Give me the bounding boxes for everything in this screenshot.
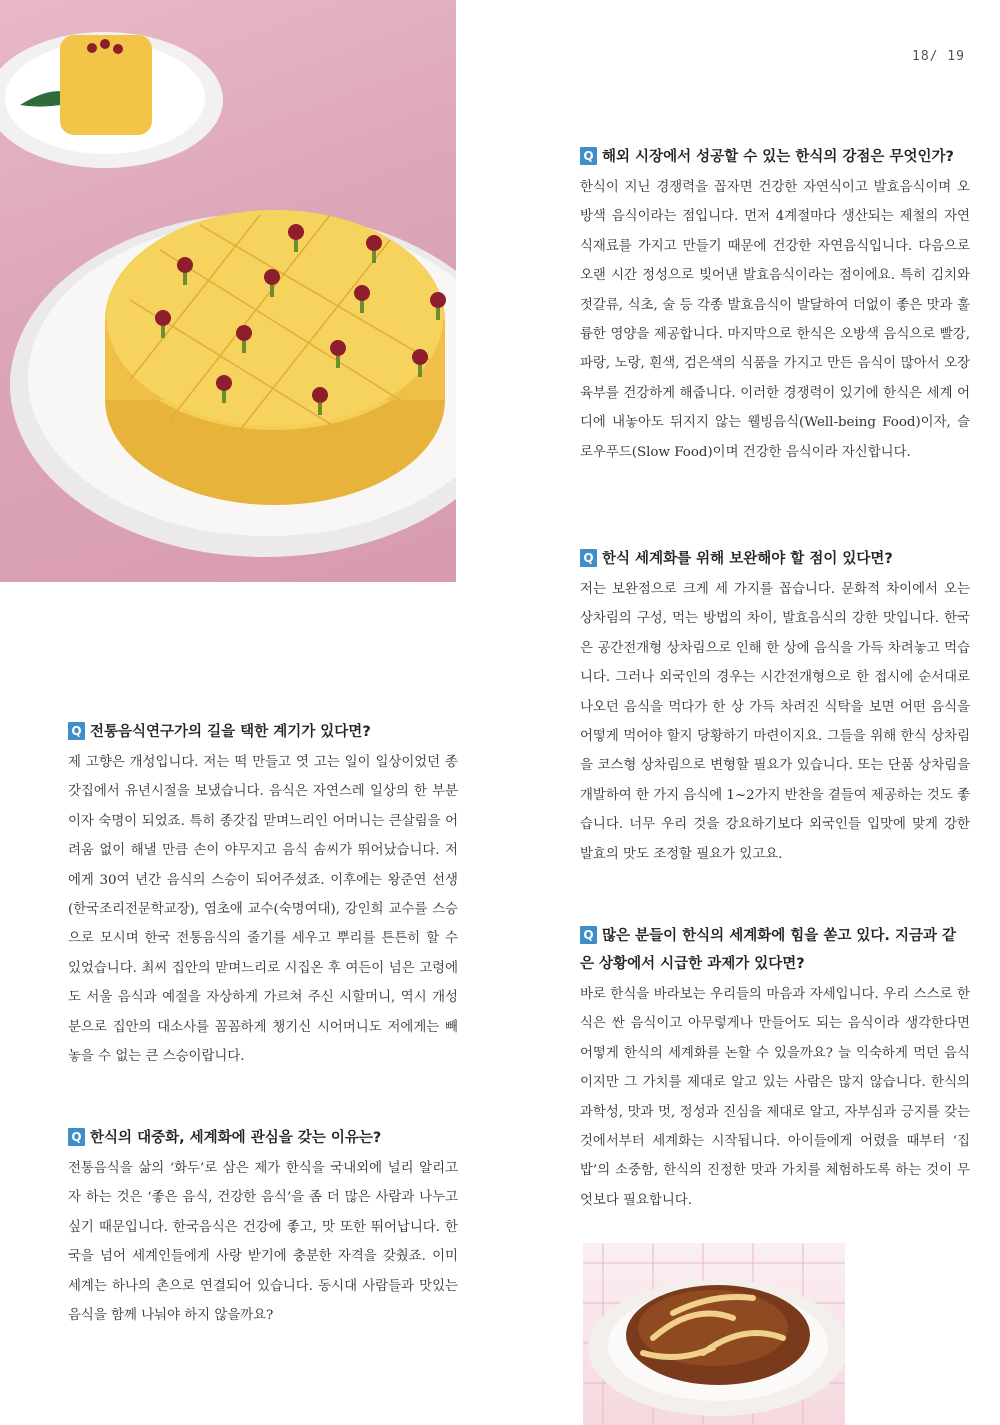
- qa-block-globalization-reason: [68, 1124, 458, 1330]
- question-text: 한식 세계화를 위해 보완해야 할 점이 있다면?: [602, 551, 893, 567]
- answer-text: 저는 보완점으로 크게 세 가지를 꼽습니다. 문화적 차이에서 오는 상차림의 구성, 먹는 방법의 차이, 발효음식의 강한 맛입니다. 한국은 공간전개형 상차림으로 인해 한 상에 음식을 가득 차려놓고 먹습니다. 그러나 외국인의 경우는 시간전개형으로 한 접시에 순서대로 나오던 음식을 먹다가 한 상 가득 차려진 식탁을 보면 어떤 음식을 어떻게 먹어야 할지 당황하기 마련이지요. 그들을 위해 한식 상차림을 코스형 상차림으로 변형할 필요가 있습니다. 또는 단품 상차림을 개발하여 한 가지 음식에 1~2가지 반찬을 곁들여 제공하는 것도 좋습니다. 너무 우리 것을 강요하기보다 외국인들 입맛에 맞게 강한 발효의 맛도 조정할 필요가 있고요.: [580, 582, 970, 862]
- page-number: 18/ 19: [912, 49, 965, 64]
- question-heading: [580, 922, 970, 978]
- answer-text: 제 고향은 개성입니다. 저는 떡 만들고 엿 고는 일이 일상이었던 종갓집에서 유년시절을 보냈습니다. 음식은 자연스레 일상의 한 부분이자 숙명이 되었죠. 특히 종갓집 맏며느리인 어머니는 큰살림을 어려움 없이 해낼 만큼 손이 야무지고 음식 솜씨가 뛰어났습니다. 저에게 30여 년간 음식의 스승이 되어주셨죠. 이후에는 왕준연 선생(한국조리전문학교장), 염초애 교수(숙명여대), 강인희 교수를 스승으로 모시며 한국 전통음식의 줄기를 세우고 뿌리를 튼튼히 할 수 있었습니다. 최씨 집안의 맏며느리로 시집온 후 여든이 넘은 고령에도 서울 음식과 예절을 자상하게 가르쳐 주신 시할머니, 역시 개성 분으로 집안의 대소사를 꼼꼼하게 챙기신 시어머니도 저에게는 빼놓을 수 없는 큰 스승이랍니다.: [68, 755, 458, 1065]
- qa-block-urgent-task: [580, 922, 970, 1215]
- q-badge-icon: Q: [580, 147, 597, 165]
- q-badge-icon: Q: [580, 926, 597, 944]
- question-heading: [68, 1124, 458, 1152]
- question-heading: [580, 143, 970, 171]
- qa-block-strengths: [580, 143, 970, 467]
- question-text: 전통음식연구가의 길을 택한 계기가 있다면?: [90, 724, 371, 740]
- qa-block-motivation: [68, 718, 458, 1071]
- qa-block-improvements: [580, 545, 970, 869]
- question-text: 해외 시장에서 성공할 수 있는 한식의 강점은 무엇인가?: [602, 149, 954, 165]
- q-badge-icon: Q: [580, 549, 597, 567]
- answer-text: 한식이 지닌 경쟁력을 꼽자면 건강한 자연식이고 발효음식이며 오방색 음식이라는 점입니다. 먼저 4계절마다 생산되는 제철의 자연 식재료를 가지고 만들기 때문에 건강한 자연음식입니다. 다음으로 오랜 시간 정성으로 빚어낸 발효음식이라는 점이에요. 특히 김치와 젓갈류, 식초, 술 등 각종 발효음식이 발달하여 더없이 좋은 맛과 훌륭한 영양을 제공합니다. 마지막으로 한식은 오방색 음식으로 빨강, 파랑, 노랑, 흰색, 검은색의 식품을 가지고 만든 음식이 많아서 오장육부를 건강하게 해줍니다. 이러한 경쟁력이 있기에 한식은 세계 어디에 내놓아도 뒤지지 않는 웰빙음식(Well-being Food)이자, 슬로우푸드(Slow Food)이며 건강한 음식이라 자신합니다.: [580, 180, 970, 460]
- q-badge-icon: Q: [68, 722, 85, 740]
- q-badge-icon: Q: [68, 1128, 85, 1146]
- question-heading: [68, 718, 458, 746]
- answer-text: 바로 한식을 바라보는 우리들의 마음과 자세입니다. 우리 스스로 한식은 싼 음식이고 아무렇게나 만들어도 되는 음식이라 생각한다면 어떻게 한식의 세계화를 논할 수 있을까요? 늘 익숙하게 먹던 음식이지만 그 가치를 제대로 알고 있는 사람은 많지 않습니다. 한식의 과학성, 맛과 멋, 정성과 진심을 제대로 알고, 자부심과 긍지를 갖는 것에서부터 세계화는 시작됩니다. 아이들에게 어렸을 때부터 ‘집밥’의 소중함, 한식의 진정한 맛과 가치를 체험하도록 하는 것이 무엇보다 필요합니다.: [580, 987, 970, 1208]
- question-text: 한식의 대중화, 세계화에 관심을 갖는 이유는?: [90, 1130, 382, 1146]
- bulgogi-illustration: [583, 1243, 845, 1425]
- rice-cake-illustration: [0, 0, 456, 582]
- question-heading: [580, 545, 970, 573]
- answer-text: 전통음식을 삶의 ‘화두’로 삼은 제가 한식을 국내외에 널리 알리고자 하는 것은 ‘좋은 음식, 건강한 음식’을 좀 더 많은 사람과 나누고 싶기 때문입니다. 한국음식은 건강에 좋고, 맛 또한 뛰어납니다. 한국을 넘어 세계인들에게 사랑 받기에 충분한 자격을 갖췄죠. 이미 세계는 하나의 촌으로 연결되어 있습니다. 동시대 사람들과 맛있는 음식을 함께 나눠야 하지 않을까요?: [68, 1161, 458, 1324]
- rice-cake-photo: [0, 0, 456, 582]
- question-text: 많은 분들이 한식의 세계화에 힘을 쏟고 있다. 지금과 같은 상황에서 시급한 과제가 있다면?: [580, 928, 957, 972]
- bulgogi-photo: [583, 1243, 845, 1425]
